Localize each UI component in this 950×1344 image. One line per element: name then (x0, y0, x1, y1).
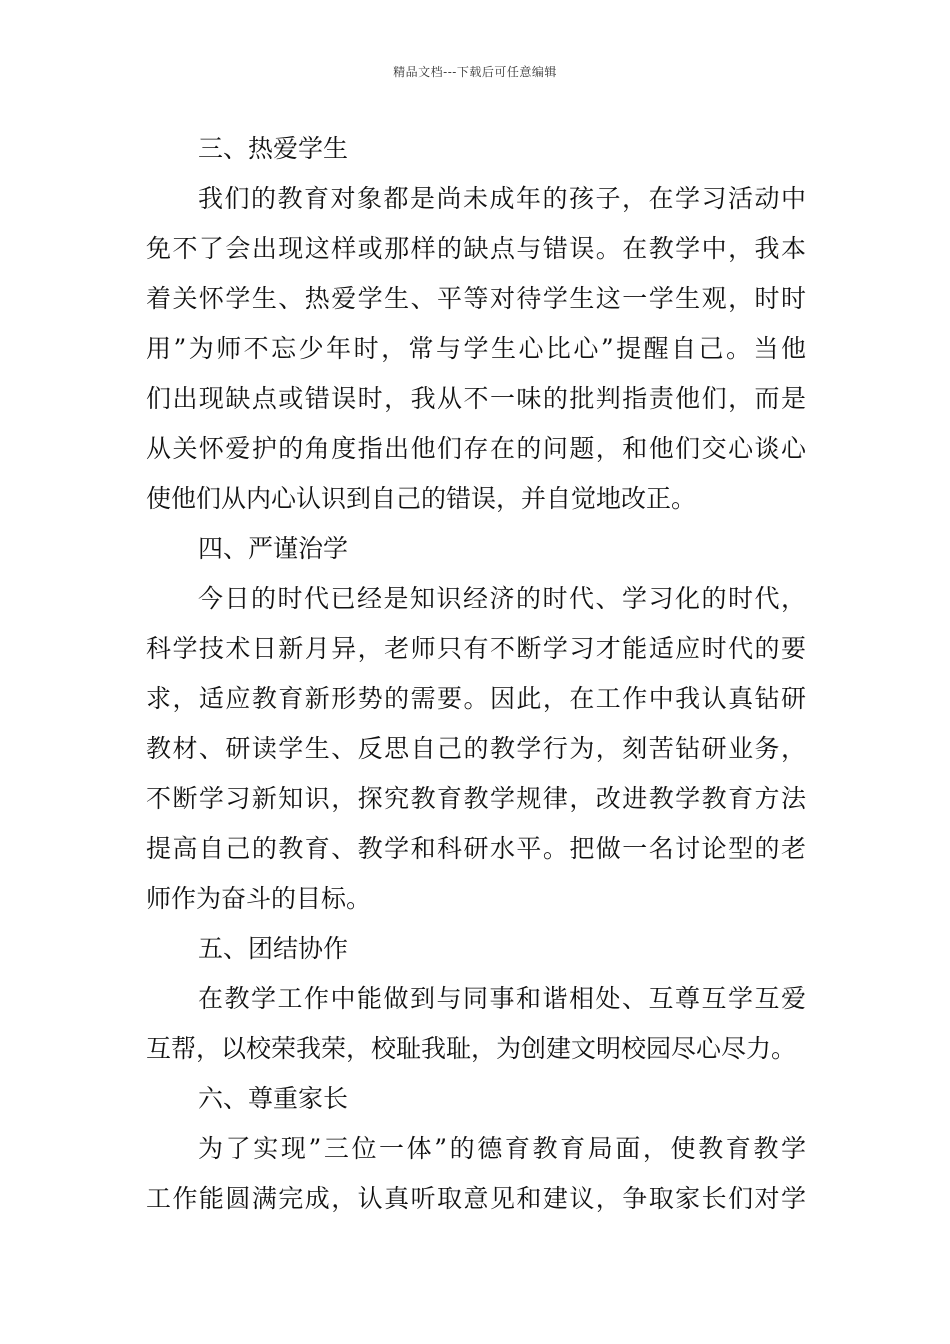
page-header: 精品文档---下载后可任意编辑 (393, 65, 557, 79)
section-heading-5: 五、团结协作 (198, 934, 349, 963)
paragraph-line: 在教学工作中能做到与同事和谐相处、互尊互学互爱 (198, 984, 806, 1013)
paragraph-line: 工作能圆满完成，认真听取意见和建议，争取家长们对学 (146, 1184, 806, 1213)
paragraph-line: 求，适应教育新形势的需要。因此，在工作中我认真钻研 (146, 684, 806, 713)
section-heading-6: 六、尊重家长 (198, 1084, 349, 1113)
paragraph-line: 用”为师不忘少年时，常与学生心比心”提醒自己。当他 (146, 334, 806, 363)
section-heading-3: 三、热爱学生 (198, 134, 349, 163)
paragraph-line: 使他们从内心认识到自己的错误，并自觉地改正。 (146, 484, 697, 513)
paragraph-line: 着关怀学生、热爱学生、平等对待学生这一学生观，时时 (146, 284, 806, 313)
paragraph-line: 为了实现”三位一体”的德育教育局面，使教育教学 (198, 1134, 806, 1163)
paragraph-line: 不断学习新知识，探究教育教学规律，改进教学教育方法 (146, 784, 806, 813)
paragraph-line: 互帮，以校荣我荣，校耻我耻，为创建文明校园尽心尽力。 (146, 1034, 797, 1063)
paragraph-line: 科学技术日新月异，老师只有不断学习才能适应时代的要 (146, 634, 806, 663)
paragraph-line: 提高自己的教育、教学和科研水平。把做一名讨论型的老 (146, 834, 806, 863)
paragraph-line: 免不了会出现这样或那样的缺点与错误。在教学中，我本 (146, 234, 806, 263)
document-body (146, 124, 806, 1224)
paragraph-line: 教材、研读学生、反思自己的教学行为，刻苦钻研业务， (146, 734, 806, 763)
paragraph-line: 我们的教育对象都是尚未成年的孩子，在学习活动中 (198, 184, 806, 213)
paragraph-line: 们出现缺点或错误时，我从不一味的批判指责他们，而是 (146, 384, 806, 413)
paragraph-line: 从关怀爱护的角度指出他们存在的问题，和他们交心谈心 (146, 434, 806, 463)
paragraph-line: 师作为奋斗的目标。 (146, 884, 372, 913)
section-heading-4: 四、严谨治学 (198, 534, 349, 563)
paragraph-line: 今日的时代已经是知识经济的时代、学习化的时代， (198, 584, 806, 613)
